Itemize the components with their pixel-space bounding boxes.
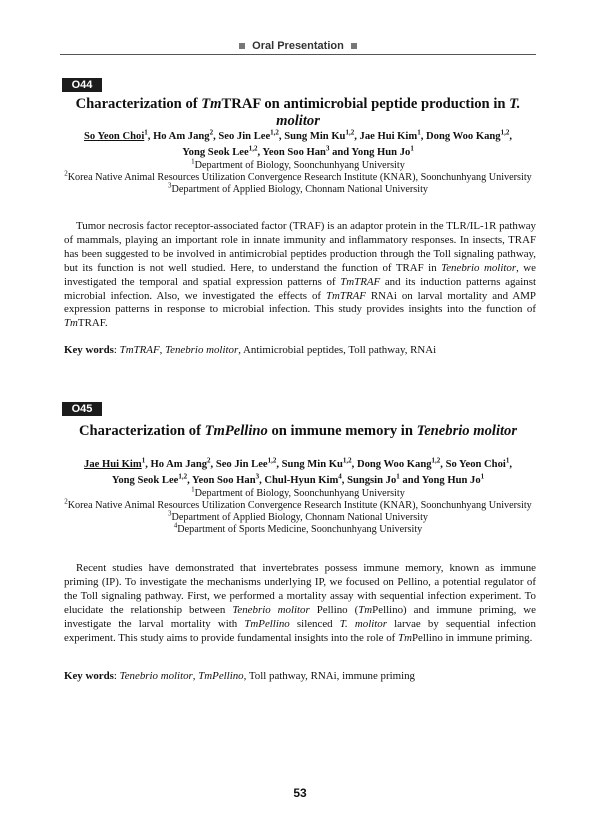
- author-line: [60, 473, 536, 489]
- affiliation-text: Department of Sports Medicine, Soonchunhyang University: [177, 524, 423, 535]
- author-sup: 3: [255, 472, 260, 481]
- author-sep: ,: [276, 459, 282, 470]
- affiliation-text: Korea Native Animal Resources Utilization Convergence Research Institute (KNAR), Soonchunhyang University: [67, 172, 532, 183]
- title-part: on immune memory in: [267, 423, 417, 439]
- title-italic: Tm: [201, 96, 222, 112]
- author-name: Chul-Hyun Kim: [264, 475, 339, 486]
- author-name: Sung Min Ku: [284, 131, 346, 142]
- abstract-title: [60, 96, 536, 130]
- author-sup: 1,2: [270, 128, 279, 137]
- abstract-number-badge: O44: [62, 78, 102, 92]
- author-sep: ,: [440, 459, 446, 470]
- affiliation-list: [60, 157, 536, 196]
- abstract-text: and its induction patterns against microbial infection. Also, we investigated the effects of: [64, 275, 536, 302]
- title-italic: TmPellino: [204, 423, 268, 439]
- author-list: [60, 457, 536, 489]
- author-sep: ,: [420, 131, 426, 142]
- author-sup: 3: [325, 144, 330, 153]
- keywords: [64, 670, 536, 682]
- author-sep: ,: [210, 459, 216, 470]
- abstract-italic: Tenebrio molitor: [441, 261, 517, 274]
- affiliation-text: Department of Applied Biology, Chonnam National University: [171, 512, 429, 523]
- keyword-italic: TmTRAF: [119, 344, 160, 356]
- title-part: Characterization of: [78, 423, 205, 439]
- affiliation-sup: 3: [167, 181, 172, 190]
- author-name: Yong Hun Jo: [351, 147, 411, 158]
- author-sep: ,: [341, 475, 348, 486]
- square-bullet-icon: [239, 43, 245, 49]
- author-name: Yeon Soo Han: [262, 147, 326, 158]
- section-label: Oral Presentation: [252, 40, 344, 52]
- affiliation: [60, 169, 536, 184]
- affiliation-text: Department of Applied Biology, Chonnam National University: [171, 184, 429, 195]
- abstract-body: [64, 220, 536, 331]
- header-rule: [60, 54, 536, 55]
- author-name: So Yeon Choi: [445, 459, 506, 470]
- affiliation-sup: 4: [173, 521, 178, 530]
- author-line: [60, 129, 536, 145]
- keyword-text: , Toll pathway, RNAi, immune priming: [243, 670, 415, 682]
- affiliation: [60, 509, 536, 524]
- abstract-italic: T. molitor: [339, 617, 387, 630]
- author-name: Yong Seok Lee: [182, 147, 249, 158]
- abstract-italic: Tm: [358, 603, 373, 616]
- author-name: Yong Seok Lee: [111, 475, 179, 486]
- author-name: Dong Woo Kang: [426, 131, 501, 142]
- affiliation: [60, 521, 536, 536]
- author-sup: 2: [207, 456, 211, 465]
- abstract-text: Pellino) and immune priming, we investigate the larval mortality with: [64, 603, 537, 630]
- title-italic: Tenebrio molitor: [416, 423, 518, 439]
- author-name: Yeon Soo Han: [192, 475, 256, 486]
- author-sup: 1,2: [500, 128, 510, 137]
- affiliation-sup: 2: [64, 497, 68, 506]
- affiliation-text: Korea Native Animal Resources Utilization Convergence Research Institute (KNAR), Soonchunhyang University: [67, 500, 532, 511]
- abstract-italic: TmPellino: [244, 617, 290, 630]
- abstract-text: Recent studies have demonstrated that invertebrates possess immune memory, known as immune priming (IP). To investigate the mechanisms underlying IP, we focused on Pellino, a potential regulator of the Toll signaling pathway. First, we performed a mortality assay with sequential infection experiment. To elucidate the relationship between: [64, 562, 536, 616]
- author-sup: 4: [338, 472, 342, 481]
- abstract-text: silenced: [289, 617, 340, 630]
- author-sep: ,: [354, 131, 360, 142]
- affiliation-text: Department of Biology, Soonchunhyang University: [194, 488, 405, 499]
- page-number: 53: [293, 786, 307, 800]
- abstract-text: TRAF.: [77, 317, 108, 330]
- title-italic: T. molitor: [276, 96, 521, 129]
- affiliation: [60, 157, 536, 172]
- abstract-text: Pellino in immune priming.: [411, 631, 533, 644]
- author-name: Ho Am Jang: [153, 131, 210, 142]
- keywords-colon: :: [113, 344, 120, 356]
- author-sup: 1: [141, 456, 146, 465]
- author-name: Sungsin Jo: [347, 475, 397, 486]
- affiliation: [60, 497, 536, 512]
- author-line: [60, 145, 536, 161]
- author-sup: 1,2: [178, 472, 188, 481]
- author-sep: ,: [509, 131, 512, 142]
- abstract-italic: TmTRAF: [325, 289, 366, 302]
- abstract-text: larvae by sequential infection experiment. This study aims to provide fundamental insights into the role of: [64, 617, 536, 644]
- abstract-italic: Tm: [398, 631, 412, 644]
- keywords: [64, 344, 536, 356]
- author-name: Jae Hui Kim: [359, 131, 418, 142]
- abstract-italic: TmTRAF: [340, 275, 381, 288]
- title-part: Characterization of: [75, 96, 202, 112]
- abstract-number-badge: O45: [62, 402, 102, 416]
- abstract-text: Tumor necrosis factor receptor-associated factor (TRAF) is an adaptor protein in the TLR/IL-1R pathway of mammals, playing an important role in innate immunity and inflammatory responses. In insects, TRAF has been suggested to be involved in antimicrobial peptides production through the Toll signaling pathway, but its function is not well studied. Here, to understand the function of TRAF in: [64, 220, 536, 274]
- author-sup: 1: [144, 128, 148, 137]
- author-name: Ho Am Jang: [150, 459, 208, 470]
- abstract-text: Pellino (: [309, 603, 359, 616]
- author-sup: 1: [396, 472, 400, 481]
- affiliation: [60, 485, 536, 500]
- title-part: TRAF on antimicrobial peptide production in: [221, 96, 510, 112]
- author-sep: ,: [145, 459, 151, 470]
- affiliation-sup: 3: [167, 509, 172, 518]
- author-sep: ,: [278, 131, 285, 142]
- affiliation-text: Department of Biology, Soonchunhyang University: [194, 160, 405, 171]
- author-sup: 1,2: [342, 456, 352, 465]
- affiliation-sup: 1: [191, 157, 195, 166]
- affiliation-list: [60, 485, 536, 536]
- keyword-italic: Tenebrio molitor: [165, 344, 239, 356]
- author-sup: 1,2: [248, 144, 258, 153]
- abstract-title: [60, 423, 536, 440]
- author-name: Sung Min Ku: [281, 459, 343, 470]
- author-sep: ,: [213, 131, 219, 142]
- author-name: Dong Woo Kang: [356, 459, 432, 470]
- author-name: Yong Hun Jo: [421, 475, 481, 486]
- author-name: Seo Jin Lee: [218, 131, 271, 142]
- author-sep: ,: [351, 459, 357, 470]
- section-header: [60, 40, 536, 52]
- author-sup: 1,2: [431, 456, 441, 465]
- abstract-italic: Tenebrio molitor: [232, 603, 310, 616]
- author-sep: ,: [259, 475, 265, 486]
- author-sep: ,: [257, 147, 263, 158]
- author-sup: 1: [410, 144, 414, 153]
- author-sup: 1,2: [267, 456, 277, 465]
- author-sep: and: [329, 147, 352, 158]
- abstract-italic: Tm: [64, 317, 78, 330]
- author-sep: ,: [509, 459, 512, 470]
- author-sup: 1: [417, 128, 421, 137]
- keywords-label: Key words: [64, 670, 114, 682]
- keywords-label: Key words: [64, 344, 114, 356]
- abstract-text: , we investigated the temporal and spatial expression patterns of: [64, 261, 536, 288]
- author-name: Jae Hui Kim: [84, 459, 142, 470]
- keywords-colon: :: [113, 670, 120, 682]
- author-sep: ,: [147, 131, 154, 142]
- keyword-text: , Antimicrobial peptides, Toll pathway, RNAi: [238, 344, 437, 356]
- abstract-text: RNAi on larval mortality and AMP expression patterns in response to microbial infection. This study provides insights into the function of: [64, 289, 536, 316]
- author-sup: 2: [209, 128, 214, 137]
- author-sup: 1: [505, 456, 510, 465]
- author-name: Seo Jin Lee: [215, 459, 268, 470]
- affiliation: [60, 181, 536, 196]
- author-sep: ,: [187, 475, 193, 486]
- affiliation-sup: 1: [191, 485, 195, 494]
- author-line: [60, 457, 536, 473]
- abstract-body: [64, 562, 536, 645]
- author-list: [60, 129, 536, 161]
- keyword-sep: ,: [192, 670, 199, 682]
- affiliation-sup: 2: [64, 169, 68, 178]
- author-sep: and: [399, 475, 422, 486]
- square-bullet-icon: [351, 43, 357, 49]
- author-sup: 1: [480, 472, 485, 481]
- keyword-sep: ,: [159, 344, 166, 356]
- keyword-italic: Tenebrio molitor: [119, 670, 193, 682]
- author-name: So Yeon Choi: [84, 131, 145, 142]
- keyword-italic: TmPellino: [198, 670, 244, 682]
- author-sup: 1,2: [345, 128, 355, 137]
